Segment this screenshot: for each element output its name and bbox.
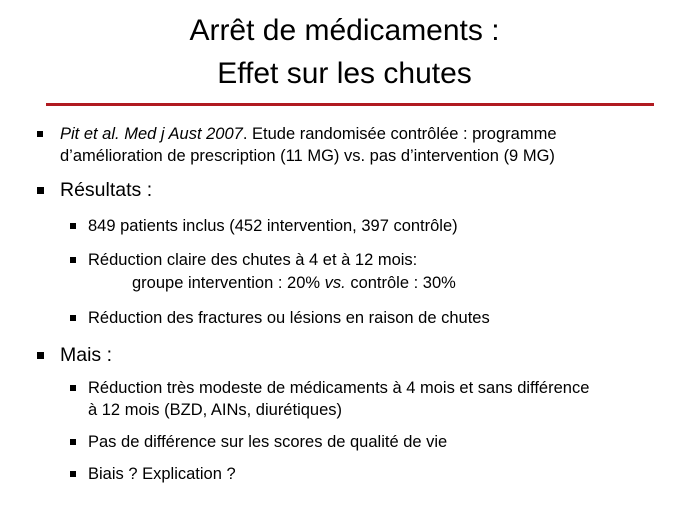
resultats-item-2-detail [132, 273, 456, 293]
resultats-item-3: Réduction des fractures ou lésions en raison de chutes [88, 309, 490, 327]
resultats-item-1: 849 patients inclus (452 intervention, 397 contrôle) [88, 217, 458, 235]
intro-line-2: d’amélioration de prescription (11 MG) vs. pas d’intervention (9 MG) [60, 147, 555, 165]
square-bullet-icon [70, 471, 76, 477]
detail-part-2: contrôle : 30% [345, 274, 456, 292]
square-bullet-icon [37, 352, 44, 359]
square-bullet-icon [37, 131, 43, 137]
mais-heading: Mais : [60, 344, 113, 366]
mais-item-1-line-1: Réduction très modeste de médicaments à 4 mois et sans différence [88, 379, 590, 397]
square-bullet-icon [70, 385, 76, 391]
square-bullet-icon [70, 439, 76, 445]
square-bullet-icon [37, 187, 44, 194]
mais-item-3: Biais ? Explication ? [88, 465, 236, 483]
citation: Pit et al. Med j Aust 2007 [60, 125, 243, 143]
mais-item-2: Pas de différence sur les scores de qualité de vie [88, 433, 448, 451]
resultats-item-2: Réduction claire des chutes à 4 et à 12 mois: [88, 251, 418, 269]
slide-title-line-2: Effet sur les chutes [217, 57, 472, 90]
square-bullet-icon [70, 223, 76, 229]
detail-part-1: groupe intervention : 20% [132, 274, 325, 292]
title-divider [46, 103, 654, 106]
resultats-heading: Résultats : [60, 179, 153, 201]
intro-line-1-rest: . Etude randomisée contrôlée : programme [242, 125, 557, 143]
slide-title-line-1: Arrêt de médicaments : [189, 14, 500, 47]
square-bullet-icon [70, 257, 76, 263]
detail-vs: vs. [324, 274, 346, 292]
square-bullet-icon [70, 315, 76, 321]
mais-item-1-line-2: à 12 mois (BZD, AINs, diurétiques) [88, 401, 343, 419]
intro-line-1 [60, 124, 557, 144]
